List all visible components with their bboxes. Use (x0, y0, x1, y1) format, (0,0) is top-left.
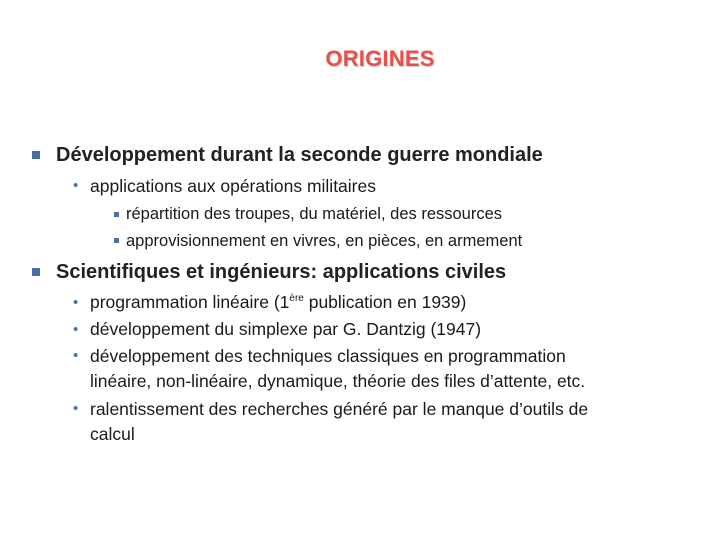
item-linear-programming (90, 292, 466, 313)
sub-item-military-applications: applications aux opérations militaires (90, 176, 376, 196)
item-slowdown-line2: calcul (90, 424, 135, 444)
detail-supply: approvisionnement en vivres, en pièces, en armement (126, 232, 523, 250)
superscript-ere: ère (289, 293, 304, 304)
detail-troop-distribution: répartition des troupes, du matériel, des ressources (126, 205, 503, 223)
round-bullet-icon: • (73, 347, 79, 364)
slide-title: ORIGINES (325, 46, 435, 71)
item-linear-programming-text-end: publication en 1939) (303, 292, 467, 312)
round-bullet-icon: • (73, 321, 79, 338)
section-heading-wartime: Développement durant la seconde guerre mondiale (56, 144, 543, 166)
item-simplex: développement du simplexe par G. Dantzig (1947) (90, 319, 482, 339)
item-slowdown-line1: ralentissement des recherches généré par le manque d’outils de (90, 399, 589, 419)
item-classical-techniques-line2: linéaire, non-linéaire, dynamique, théorie des files d’attente, etc. (90, 371, 586, 391)
section-heading-civil: Scientifiques et ingénieurs: applications civiles (56, 261, 507, 283)
small-square-bullet-icon (114, 212, 119, 217)
square-bullet-icon (32, 268, 40, 276)
round-bullet-icon: • (73, 294, 79, 311)
round-bullet-icon: • (73, 400, 79, 417)
square-bullet-icon (32, 151, 40, 159)
round-bullet-icon: • (73, 177, 79, 194)
small-square-bullet-icon (114, 238, 119, 243)
item-linear-programming-text: programmation linéaire (1 (90, 292, 290, 312)
item-classical-techniques-line1: développement des techniques classiques en programmation (90, 346, 566, 366)
